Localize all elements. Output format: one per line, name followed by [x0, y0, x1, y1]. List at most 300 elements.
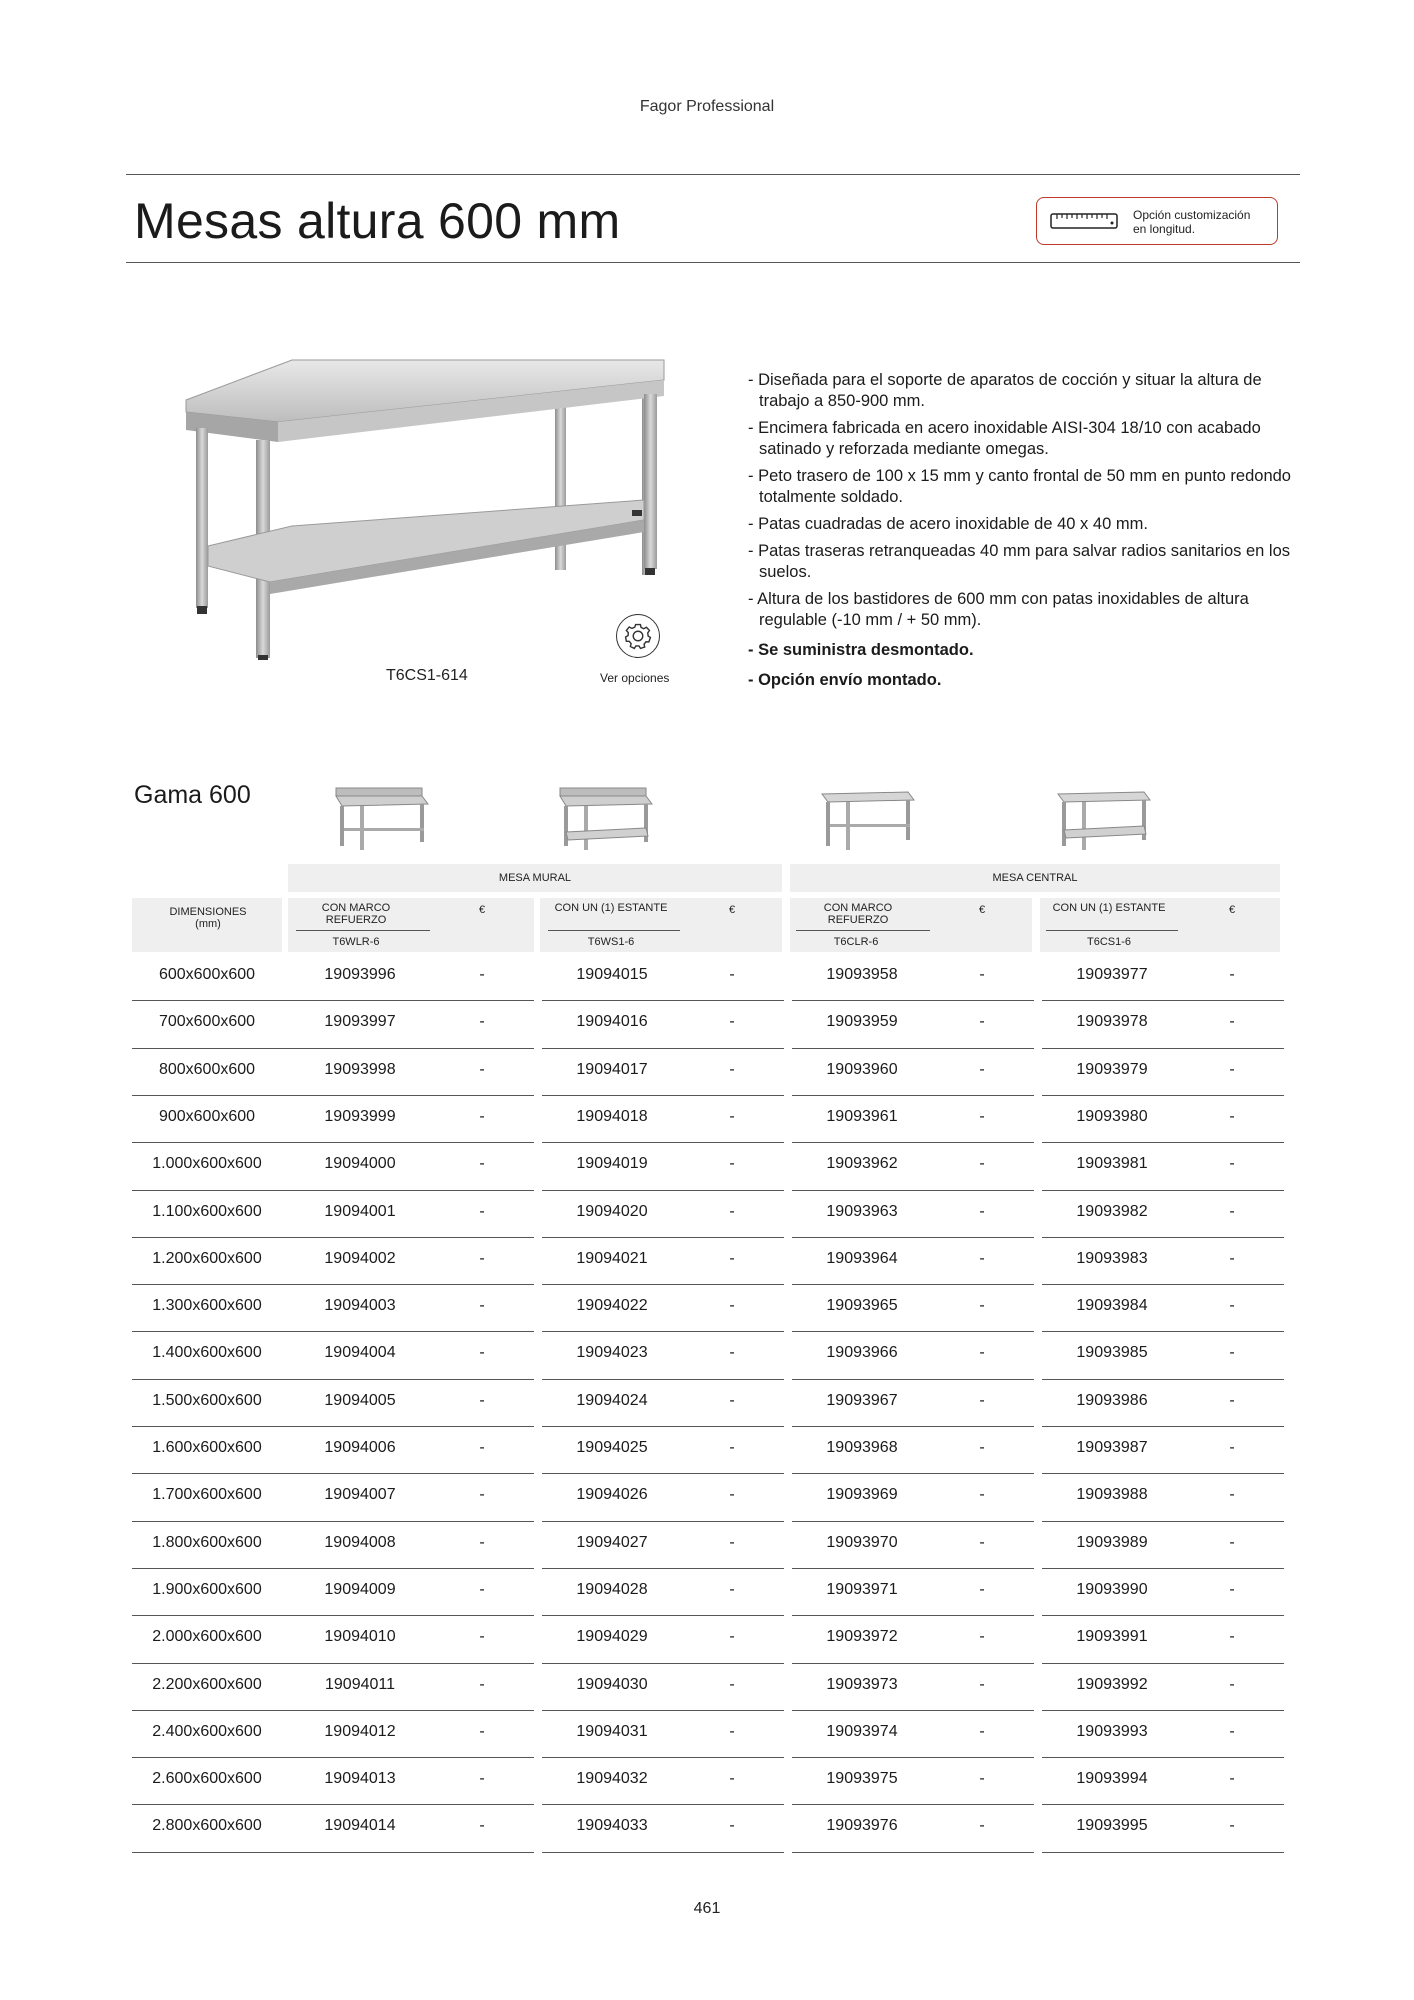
row-product-code: 19094005: [324, 1391, 396, 1409]
row-divider: [132, 1757, 534, 1758]
row-product-code: 19093971: [826, 1580, 898, 1598]
row-divider: [542, 1852, 784, 1853]
group-header-mural: MESA MURAL: [288, 864, 782, 892]
row-divider: [132, 1237, 534, 1238]
row-product-code: 19093958: [826, 966, 898, 983]
row-price: -: [729, 1249, 735, 1267]
feature-item: - Patas cuadradas de acero inoxidable de 40 x 40 mm.: [748, 515, 1148, 533]
row-product-code: 19093967: [826, 1391, 898, 1409]
row-product-code: 19093997: [324, 1013, 396, 1031]
row-product-code: 19093986: [1076, 1391, 1148, 1409]
row-divider: [542, 1379, 784, 1380]
row-product-code: 19093965: [826, 1297, 898, 1315]
header-underline: [1046, 930, 1178, 931]
row-divider: [1042, 1331, 1284, 1332]
row-product-code: 19093963: [826, 1202, 898, 1220]
row-price: -: [979, 1817, 985, 1835]
row-price: -: [979, 1439, 985, 1456]
row-product-code: 19093984: [1076, 1297, 1148, 1315]
row-divider: [1042, 1379, 1284, 1380]
row-dimension: 2.800x600x600: [152, 1817, 262, 1835]
thumb-wall-table-frame: [332, 784, 432, 854]
row-price: -: [979, 1344, 985, 1362]
row-product-code: 19093989: [1076, 1533, 1148, 1551]
row-divider: [1042, 1615, 1284, 1616]
column-header-t6cs1: CON UN (1) ESTANTE: [1052, 902, 1166, 914]
row-product-code: 19093987: [1076, 1439, 1148, 1456]
row-price: -: [979, 1628, 985, 1646]
row-product-code: 19093976: [826, 1817, 898, 1835]
column-header-line1: CON MARCO: [823, 902, 893, 914]
row-product-code: 19093993: [1076, 1722, 1148, 1740]
row-product-code: 19094013: [324, 1770, 396, 1788]
row-product-code: 19093996: [324, 966, 396, 983]
row-price: -: [479, 1533, 485, 1551]
row-product-code: 19094011: [325, 1675, 395, 1693]
row-dimension: 700x600x600: [158, 1013, 256, 1031]
row-price: -: [1229, 1580, 1235, 1598]
row-price: -: [979, 1722, 985, 1740]
row-divider: [1042, 1426, 1284, 1427]
row-price: -: [729, 1297, 735, 1315]
row-divider: [792, 1804, 1034, 1805]
row-price: -: [479, 1817, 485, 1835]
customization-line2: en longitud.: [1133, 222, 1196, 236]
row-price: -: [979, 966, 985, 983]
row-price: -: [1229, 966, 1235, 983]
row-product-code: 19094019: [576, 1155, 648, 1173]
row-product-code: 19094024: [576, 1391, 648, 1409]
row-price: -: [1229, 1060, 1235, 1078]
row-divider: [1042, 1804, 1284, 1805]
row-price: -: [729, 1628, 735, 1646]
row-product-code: 19094032: [576, 1770, 648, 1788]
row-divider: [542, 1473, 784, 1474]
row-product-code: 19094017: [576, 1060, 648, 1078]
row-dimension: 2.000x600x600: [152, 1628, 262, 1646]
row-product-code: 19094004: [324, 1344, 396, 1362]
note-item: - Opción envío montado.: [748, 671, 942, 689]
row-product-code: 19094001: [324, 1202, 396, 1220]
row-product-code: 19093992: [1076, 1675, 1148, 1693]
thumb-wall-table-shelf: [556, 784, 656, 854]
row-product-code: 19093978: [1076, 1013, 1148, 1031]
row-price: -: [479, 966, 485, 983]
row-price: -: [729, 1013, 735, 1031]
row-divider: [1042, 1521, 1284, 1522]
row-price: -: [1229, 1297, 1235, 1315]
row-divider: [542, 1284, 784, 1285]
row-price: -: [1229, 1391, 1235, 1409]
row-divider: [542, 1000, 784, 1001]
row-price: -: [729, 1107, 735, 1125]
row-product-code: 19093994: [1076, 1770, 1148, 1788]
row-product-code: 19094000: [324, 1155, 396, 1173]
row-price: -: [729, 1533, 735, 1551]
row-divider: [542, 1804, 784, 1805]
row-price: -: [479, 1013, 485, 1031]
row-divider: [542, 1568, 784, 1569]
row-divider: [542, 1095, 784, 1096]
row-product-code: 19093964: [826, 1249, 898, 1267]
row-product-code: 19094027: [576, 1533, 648, 1551]
row-divider: [132, 1000, 534, 1001]
row-price: -: [729, 1344, 735, 1362]
row-divider: [792, 1284, 1034, 1285]
row-divider: [132, 1095, 534, 1096]
row-dimension: 1.100x600x600: [152, 1202, 262, 1220]
row-divider: [1042, 1852, 1284, 1853]
row-product-code: 19093972: [826, 1628, 898, 1646]
customization-line1: Opción customización: [1133, 208, 1251, 222]
row-product-code: 19094010: [324, 1628, 396, 1646]
row-product-code: 19094016: [576, 1013, 648, 1031]
page-number: 461: [693, 1900, 721, 1917]
row-divider: [542, 1710, 784, 1711]
row-divider: [542, 1757, 784, 1758]
column-model-t6wlr: T6WLR-6: [332, 936, 380, 948]
row-price: -: [479, 1249, 485, 1267]
gear-icon[interactable]: [616, 614, 660, 658]
view-options-link[interactable]: Ver opciones: [600, 671, 670, 685]
row-product-code: 19093974: [826, 1722, 898, 1740]
row-divider: [132, 1568, 534, 1569]
row-price: -: [1229, 1107, 1235, 1125]
row-price: -: [479, 1107, 485, 1125]
row-divider: [792, 1379, 1034, 1380]
row-product-code: 19093977: [1076, 966, 1148, 983]
column-header-t6wlr: [296, 902, 416, 926]
row-divider: [542, 1521, 784, 1522]
row-product-code: 19093968: [826, 1439, 898, 1456]
row-product-code: 19093975: [826, 1770, 898, 1788]
row-price: -: [729, 1155, 735, 1173]
row-product-code: 19093998: [324, 1060, 396, 1078]
row-product-code: 19094018: [576, 1107, 648, 1125]
row-product-code: 19094029: [576, 1628, 648, 1646]
row-product-code: 19094002: [324, 1249, 396, 1267]
row-divider: [1042, 1142, 1284, 1143]
row-price: -: [729, 1770, 735, 1788]
title-top-divider: [126, 174, 1300, 175]
row-divider: [132, 1521, 534, 1522]
row-divider: [792, 1852, 1034, 1853]
row-product-code: 19094033: [576, 1817, 648, 1835]
column-header-line2: REFUERZO: [325, 914, 387, 926]
row-dimension: 600x600x600: [158, 966, 256, 983]
customization-badge: [1036, 197, 1278, 245]
row-divider: [1042, 1757, 1284, 1758]
feature-item: - Altura de los bastidores de 600 mm con patas inoxidables de altura regulable (-10 mm / + 50 mm).: [748, 590, 1249, 629]
product-code: T6CS1-614: [386, 667, 468, 684]
column-header-line1: CON MARCO: [321, 902, 391, 914]
row-dimension: 1.700x600x600: [152, 1486, 262, 1504]
row-price: -: [979, 1675, 985, 1693]
row-product-code: 19094020: [576, 1202, 648, 1220]
row-price: -: [479, 1580, 485, 1598]
row-product-code: 19093991: [1076, 1628, 1148, 1646]
row-price: -: [729, 1580, 735, 1598]
row-divider: [132, 1142, 534, 1143]
row-price: -: [729, 1391, 735, 1409]
product-image-table: [180, 350, 670, 660]
row-price: -: [479, 1486, 485, 1504]
range-title: Gama 600: [134, 781, 251, 809]
row-product-code: 19094006: [324, 1439, 396, 1456]
row-divider: [132, 1663, 534, 1664]
row-price: -: [729, 1722, 735, 1740]
feature-list: [748, 370, 1296, 697]
row-product-code: 19093990: [1076, 1580, 1148, 1598]
column-header-t6clr: [798, 902, 918, 926]
row-divider: [792, 1331, 1034, 1332]
row-price: -: [479, 1344, 485, 1362]
row-dimension: 1.000x600x600: [152, 1155, 262, 1173]
row-price: -: [729, 1486, 735, 1504]
row-product-code: 19094003: [324, 1297, 396, 1315]
row-dimension: 2.400x600x600: [152, 1722, 262, 1740]
row-dimension: 1.900x600x600: [152, 1580, 262, 1598]
row-price: -: [979, 1486, 985, 1504]
row-price: -: [979, 1202, 985, 1220]
row-divider: [542, 1142, 784, 1143]
row-dimension: 2.200x600x600: [152, 1675, 262, 1693]
row-product-code: 19094026: [576, 1486, 648, 1504]
row-price: -: [1229, 1202, 1235, 1220]
feature-item: - Diseñada para el soporte de aparatos de cocción y situar la altura de trabajo a 850-900 mm.: [748, 371, 1262, 410]
row-product-code: 19094021: [576, 1249, 648, 1267]
row-price: -: [729, 1439, 735, 1456]
row-price: -: [479, 1628, 485, 1646]
row-divider: [1042, 1237, 1284, 1238]
row-divider: [792, 1568, 1034, 1569]
row-divider: [792, 1237, 1034, 1238]
row-price: -: [1229, 1817, 1235, 1835]
row-divider: [1042, 1284, 1284, 1285]
dimensions-header-unit: (mm): [195, 918, 221, 930]
row-product-code: 19094022: [576, 1297, 648, 1315]
row-product-code: 19093995: [1076, 1817, 1148, 1835]
row-divider: [132, 1804, 534, 1805]
thumb-central-table-frame: [818, 784, 918, 854]
row-product-code: 19093980: [1076, 1107, 1148, 1125]
row-product-code: 19094028: [576, 1580, 648, 1598]
feature-item: - Patas traseras retranqueadas 40 mm para salvar radios sanitarios en los suelos.: [748, 542, 1291, 581]
row-product-code: 19093985: [1076, 1344, 1148, 1362]
row-product-code: 19094014: [324, 1817, 396, 1835]
row-price: -: [979, 1060, 985, 1078]
row-divider: [542, 1663, 784, 1664]
row-price: -: [729, 1202, 735, 1220]
row-price: -: [979, 1533, 985, 1551]
row-divider: [1042, 1048, 1284, 1049]
row-product-code: 19094025: [576, 1439, 648, 1456]
row-divider: [132, 1852, 534, 1853]
row-divider: [542, 1615, 784, 1616]
row-product-code: 19093966: [826, 1344, 898, 1362]
row-divider: [132, 1426, 534, 1427]
row-price: -: [479, 1060, 485, 1078]
row-divider: [792, 1142, 1034, 1143]
row-price: -: [979, 1107, 985, 1125]
row-divider: [792, 1095, 1034, 1096]
row-dimension: 1.400x600x600: [152, 1344, 262, 1362]
page-title: Mesas altura 600 mm: [134, 193, 621, 249]
row-divider: [132, 1379, 534, 1380]
row-divider: [1042, 1663, 1284, 1664]
row-price: -: [729, 966, 735, 983]
feature-item: - Encimera fabricada en acero inoxidable AISI-304 18/10 con acabado satinado y reforzada mediante omegas.: [748, 419, 1261, 458]
row-divider: [132, 1473, 534, 1474]
row-dimension: 900x600x600: [158, 1107, 256, 1125]
thumb-central-table-shelf: [1054, 784, 1154, 854]
column-model-t6clr: T6CLR-6: [833, 936, 879, 948]
ruler-icon: [1050, 213, 1118, 229]
row-price: -: [729, 1817, 735, 1835]
column-header-t6ws1: CON UN (1) ESTANTE: [554, 902, 668, 914]
price-header: €: [978, 904, 986, 916]
row-product-code: 19093999: [324, 1107, 396, 1125]
customization-text: [1133, 208, 1250, 236]
row-price: -: [1229, 1533, 1235, 1551]
feature-item: - Peto trasero de 100 x 15 mm y canto frontal de 50 mm en punto redondo totalmente soldado.: [748, 467, 1291, 506]
header-underline: [296, 930, 430, 931]
row-product-code: 19094009: [324, 1580, 396, 1598]
row-price: -: [1229, 1486, 1235, 1504]
row-price: -: [479, 1391, 485, 1409]
row-price: -: [479, 1722, 485, 1740]
row-dimension: 1.600x600x600: [152, 1439, 262, 1456]
row-product-code: 19093962: [826, 1155, 898, 1173]
row-price: -: [979, 1155, 985, 1173]
price-header: €: [1228, 904, 1236, 916]
dimensions-header: [150, 906, 266, 930]
row-divider: [542, 1048, 784, 1049]
row-divider: [792, 1473, 1034, 1474]
row-product-code: 19093960: [826, 1060, 898, 1078]
row-price: -: [979, 1013, 985, 1031]
row-divider: [132, 1048, 534, 1049]
row-divider: [792, 1757, 1034, 1758]
row-divider: [132, 1331, 534, 1332]
row-dimension: 1.200x600x600: [152, 1249, 262, 1267]
row-divider: [792, 1048, 1034, 1049]
row-price: -: [979, 1580, 985, 1598]
row-product-code: 19094007: [324, 1486, 396, 1504]
row-price: -: [479, 1675, 485, 1693]
row-price: -: [1229, 1628, 1235, 1646]
row-divider: [542, 1237, 784, 1238]
row-product-code: 19093969: [826, 1486, 898, 1504]
row-divider: [132, 1710, 534, 1711]
column-model-t6cs1: T6CS1-6: [1086, 936, 1132, 948]
row-product-code: 19093981: [1076, 1155, 1148, 1173]
row-price: -: [729, 1675, 735, 1693]
row-divider: [542, 1190, 784, 1191]
row-price: -: [479, 1439, 485, 1456]
row-product-code: 19093979: [1076, 1060, 1148, 1078]
row-divider: [1042, 1000, 1284, 1001]
row-price: -: [729, 1060, 735, 1078]
row-product-code: 19093988: [1076, 1486, 1148, 1504]
row-price: -: [979, 1297, 985, 1315]
row-divider: [542, 1331, 784, 1332]
row-product-code: 19093970: [826, 1533, 898, 1551]
price-header: €: [728, 904, 736, 916]
note-item: - Se suministra desmontado.: [748, 641, 974, 659]
dimensions-header-label: DIMENSIONES: [169, 906, 247, 918]
row-price: -: [979, 1249, 985, 1267]
row-price: -: [1229, 1439, 1235, 1456]
row-price: -: [479, 1297, 485, 1315]
row-dimension: 2.600x600x600: [152, 1770, 262, 1788]
row-product-code: 19094015: [576, 966, 648, 983]
row-price: -: [1229, 1344, 1235, 1362]
row-divider: [792, 1521, 1034, 1522]
price-header: €: [478, 904, 486, 916]
row-price: -: [1229, 1770, 1235, 1788]
row-divider: [792, 1190, 1034, 1191]
row-dimension: 1.800x600x600: [152, 1533, 262, 1551]
row-divider: [792, 1426, 1034, 1427]
row-product-code: 19094030: [576, 1675, 648, 1693]
group-header-central: MESA CENTRAL: [790, 864, 1280, 892]
row-product-code: 19093973: [826, 1675, 898, 1693]
row-divider: [132, 1615, 534, 1616]
header-underline: [548, 930, 680, 931]
row-product-code: 19093983: [1076, 1249, 1148, 1267]
row-divider: [792, 1615, 1034, 1616]
row-price: -: [479, 1202, 485, 1220]
row-divider: [792, 1000, 1034, 1001]
row-divider: [542, 1426, 784, 1427]
row-product-code: 19094023: [576, 1344, 648, 1362]
row-product-code: 19093961: [826, 1107, 898, 1125]
row-product-code: 19093959: [826, 1013, 898, 1031]
row-price: -: [479, 1770, 485, 1788]
row-product-code: 19094008: [324, 1533, 396, 1551]
row-price: -: [1229, 1155, 1235, 1173]
row-divider: [1042, 1568, 1284, 1569]
row-product-code: 19093982: [1076, 1202, 1148, 1220]
row-price: -: [979, 1770, 985, 1788]
row-product-code: 19094012: [324, 1722, 396, 1740]
row-divider: [1042, 1095, 1284, 1096]
row-price: -: [1229, 1249, 1235, 1267]
row-divider: [1042, 1710, 1284, 1711]
row-divider: [792, 1663, 1034, 1664]
row-divider: [132, 1284, 534, 1285]
row-divider: [132, 1190, 534, 1191]
row-price: -: [1229, 1675, 1235, 1693]
row-divider: [1042, 1190, 1284, 1191]
column-model-t6ws1: T6WS1-6: [587, 936, 635, 948]
row-price: -: [979, 1391, 985, 1409]
header-underline: [796, 930, 930, 931]
column-header-line2: REFUERZO: [827, 914, 889, 926]
row-dimension: 1.300x600x600: [152, 1297, 262, 1315]
row-dimension: 1.500x600x600: [152, 1391, 262, 1409]
row-divider: [1042, 1473, 1284, 1474]
title-bottom-divider: [126, 262, 1300, 263]
row-price: -: [479, 1155, 485, 1173]
row-price: -: [1229, 1722, 1235, 1740]
row-product-code: 19094031: [576, 1722, 648, 1740]
row-price: -: [1229, 1013, 1235, 1031]
row-divider: [792, 1710, 1034, 1711]
brand-header: Fagor Professional: [639, 98, 775, 115]
row-dimension: 800x600x600: [158, 1060, 256, 1078]
